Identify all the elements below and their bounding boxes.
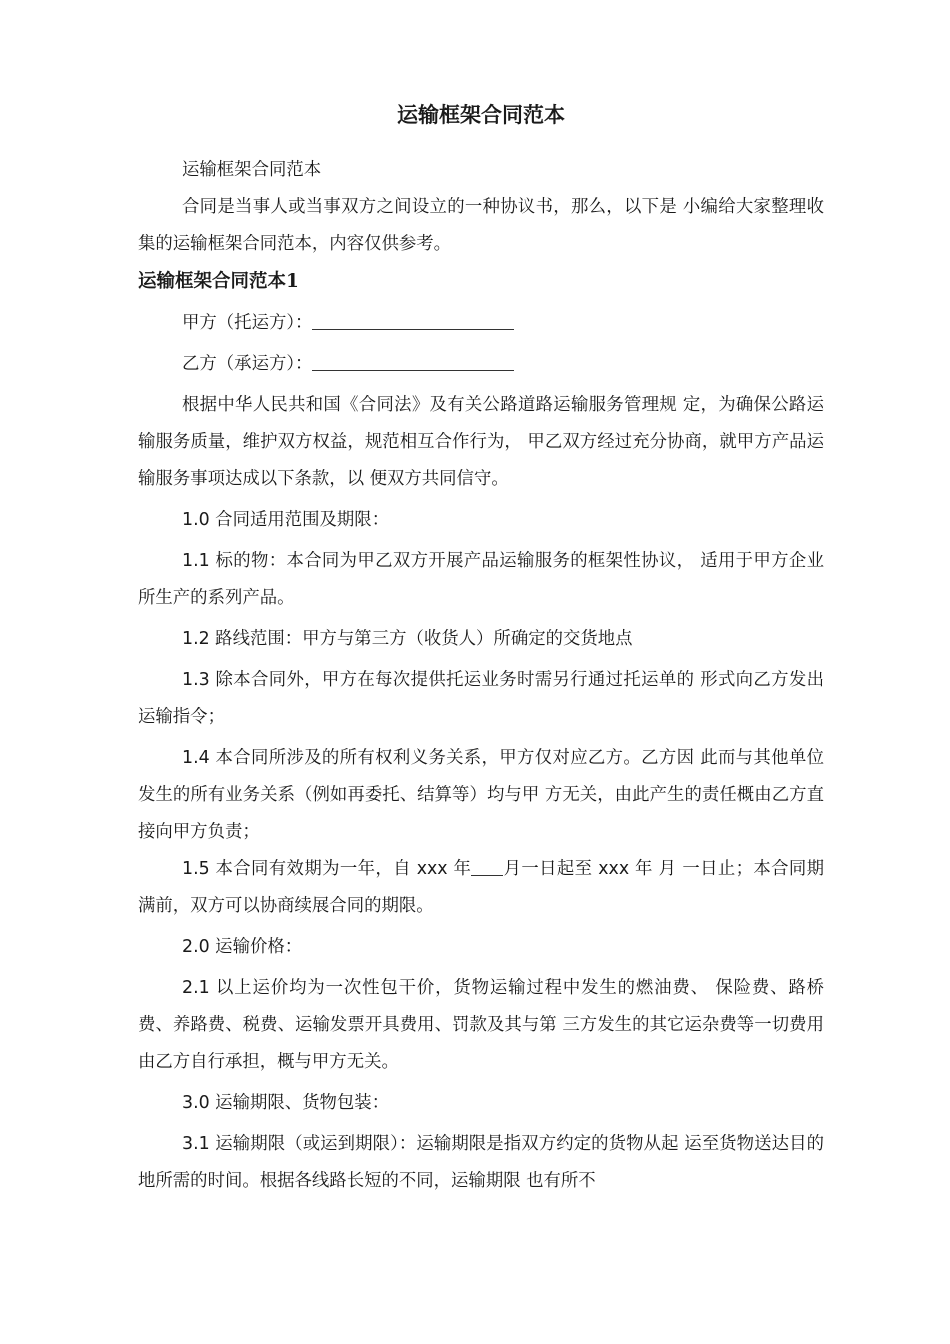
month-blank[interactable] [471, 857, 503, 876]
clause-1-5-start: 1.5 本合同有效期为一年，自 xxx 年 [182, 859, 472, 879]
clause-3-0: 3.0 运输期限、货物包装： [182, 1093, 390, 1113]
party-b-line [138, 346, 824, 383]
document-body [138, 96, 824, 1200]
clause-1-0: 1.0 合同适用范围及期限： [182, 510, 390, 530]
clause-1-5-end: 月一日起至 xxx 年 月 一日止；本合同期满前，双方可以协商续展合同的期限。 [138, 859, 824, 916]
party-a-line [138, 305, 824, 342]
clause-preamble: 根据中华人民共和国《合同法》及有关公路道路运输服务管理规 定，为确保公路运输服务质量，维护双方权益，规范相互合作行为， 甲乙双方经过充分协商，就甲方产品运输服务事项达成以下条款，以 便双方共同信守。 [138, 395, 824, 489]
section-heading [138, 263, 824, 301]
party-b-label: 乙方（承运方）： [182, 354, 313, 374]
clause-2-0: 2.0 运输价格： [182, 937, 303, 957]
party-a-blank[interactable] [312, 309, 514, 330]
intro-paragraph: 合同是当事人或当事双方之间设立的一种协议书，那么，以下是 小编给大家整理收集的运输框架合同范本，内容仅供参考。 [138, 197, 824, 254]
clause-1-2: 1.2 路线范围：甲方与第三方（收货人）所确定的交货地点 [182, 629, 633, 649]
intro-line: 运输框架合同范本 [182, 160, 322, 180]
section-heading-text: 运输框架合同范本 [138, 271, 287, 292]
document-title: 运输框架合同范本 [397, 103, 565, 127]
clause-2-1: 2.1 以上运价均为一次性包干价，货物运输过程中发生的燃油费、 保险费、路桥费、养路费、税费、运输发票开具费用、罚款及其与第 三方发生的其它运杂费等一切费用由乙方自行承担，概与甲方无关。 [138, 978, 824, 1072]
clause-3-1: 3.1 运输期限（或运到期限）：运输期限是指双方约定的货物从起 运至货物送达目的地所需的时间。根据各线路长短的不同，运输期限 也有所不 [138, 1134, 824, 1191]
clause-1-4: 1.4 本合同所涉及的所有权利义务关系，甲方仅对应乙方。乙方因 此而与其他单位发生的所有业务关系（例如再委托、结算等）均与甲 方无关，由此产生的责任概由乙方直接向甲方负责； [138, 748, 824, 842]
section-heading-number: 1 [286, 271, 299, 292]
clause-1-1: 1.1 标的物：本合同为甲乙双方开展产品运输服务的框架性协议， 适用于甲方企业所生产的系列产品。 [138, 551, 824, 608]
clause-1-3: 1.3 除本合同外，甲方在每次提供托运业务时需另行通过托运单的 形式向乙方发出运输指令； [138, 670, 824, 727]
party-b-blank[interactable] [312, 350, 514, 371]
clause-1-5 [138, 851, 824, 925]
party-a-label: 甲方（托运方）： [182, 313, 313, 333]
